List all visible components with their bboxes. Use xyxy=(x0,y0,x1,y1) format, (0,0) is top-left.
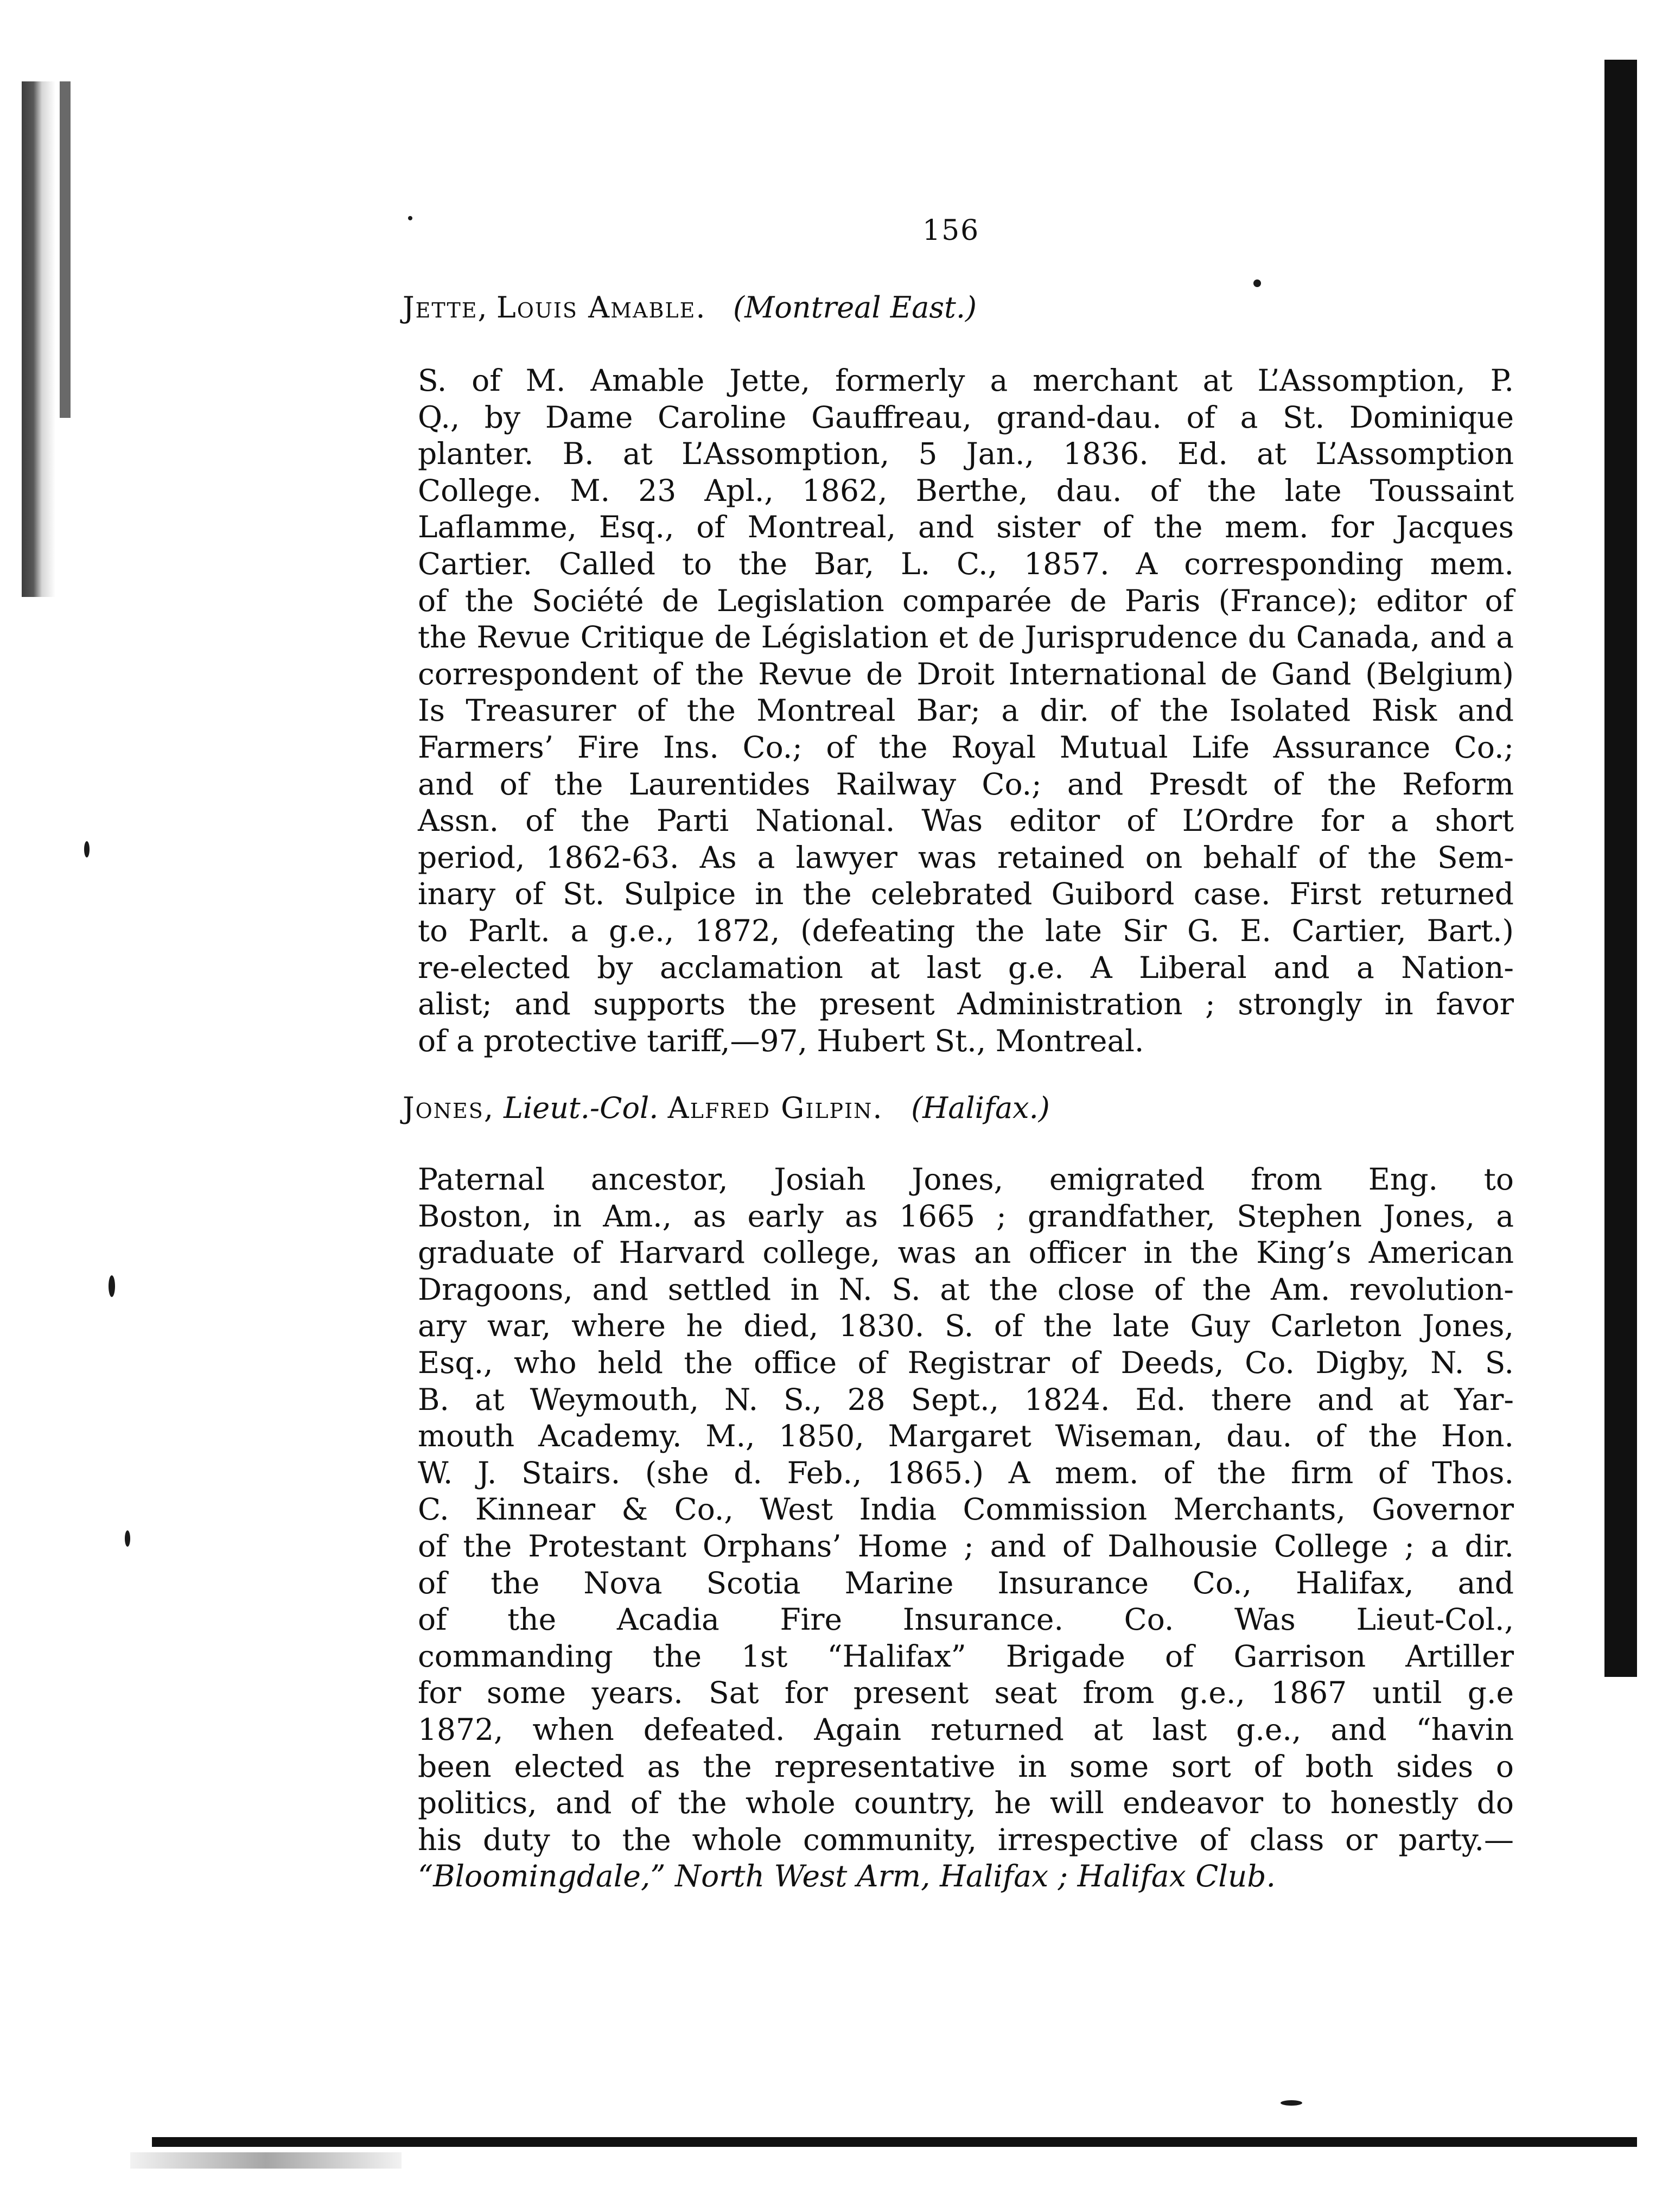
text-line: Assn. of the Parti National. Was editor of L’Ordre for a short xyxy=(418,803,1514,838)
text-line: of a protective tariff,—97, Hubert St., Montreal. xyxy=(418,1023,1144,1058)
entry-title: Lieut.-Col. xyxy=(504,1091,659,1125)
text-line: inary of St. Sulpice in the celebrated Guibord case. First returned xyxy=(418,876,1514,912)
scan-speck xyxy=(84,841,90,857)
entry-heading-jette: Jette, Louis Amable. (Montreal East.) xyxy=(403,290,977,325)
text-line: Farmers’ Fire Ins. Co.; of the Royal Mutual Life Assurance Co.; xyxy=(418,729,1514,765)
text-line: planter. B. at L’Assomption, 5 Jan., 1836. Ed. at L’Assomption xyxy=(418,436,1514,472)
text-line: C. Kinnear & Co., West India Commission Merchants, Governor xyxy=(418,1492,1514,1527)
entry-constituency: (Halifax.) xyxy=(911,1091,1050,1125)
text-line: his duty to the whole community, irrespective of class or party.— xyxy=(418,1822,1514,1857)
text-line: and of the Laurentides Railway Co.; and Presdt of the Reform xyxy=(418,766,1514,802)
text-line: mouth Academy. M., 1850, Margaret Wiseman, dau. of the Hon. xyxy=(418,1419,1514,1454)
text-line: of the Société de Legislation comparée de Paris (France); editor of xyxy=(418,583,1514,618)
text-line: of the Protestant Orphans’ Home ; and of Dalhousie College ; a dir. xyxy=(418,1528,1514,1563)
text-line: Boston, in Am., as early as 1665 ; grandfather, Stephen Jones, a xyxy=(418,1198,1514,1234)
text-line: B. at Weymouth, N. S., 28 Sept., 1824. Ed. there and at Yar- xyxy=(418,1382,1514,1417)
entry-constituency: (Montreal East.) xyxy=(733,290,977,325)
text-line: alist; and supports the present Administration ; strongly in favor xyxy=(418,987,1514,1022)
entry-heading-jones xyxy=(403,1091,1050,1125)
scan-speck xyxy=(109,1275,115,1297)
entry-surname: Jette xyxy=(403,290,478,325)
entry-body-jones xyxy=(418,1161,1514,1895)
text-line: the Revue Critique de Législation et de Jurisprudence du Canada, and a xyxy=(418,620,1514,655)
text-line: Paternal ancestor, Josiah Jones, emigrated from Eng. to xyxy=(418,1162,1514,1197)
entry-given-names: Louis Amable xyxy=(496,290,696,325)
text-line: Dragoons, and settled in N. S. at the close of the Am. revolution- xyxy=(418,1272,1514,1307)
text-line: for some years. Sat for present seat from g.e., 1867 until g.e xyxy=(418,1675,1514,1711)
text-line: Cartier. Called to the Bar, L. C., 1857. A corresponding mem. xyxy=(418,546,1514,581)
scan-bottom-smudge xyxy=(130,2152,402,2169)
entry-body-jette xyxy=(418,363,1514,1059)
scan-edge-bar xyxy=(60,81,71,418)
scan-right-border xyxy=(1604,60,1637,1677)
scan-edge-shadow xyxy=(22,81,55,597)
text-line: Laflamme, Esq., of Montreal, and sister of the mem. for Jacques xyxy=(418,510,1514,545)
text-line: Q., by Dame Caroline Gauffreau, grand-dau. of a St. Dominique xyxy=(418,399,1514,435)
entry-surname: Jones, xyxy=(403,1091,494,1125)
text-line: been elected as the representative in some sort of both sides o xyxy=(418,1749,1514,1784)
text-line: College. M. 23 Apl., 1862, Berthe, dau. of the late Toussaint xyxy=(418,473,1514,508)
text-line: of the Acadia Fire Insurance. Co. Was Lieut-Col., xyxy=(418,1602,1514,1637)
text-line: “Bloomingdale,” North West Arm, Halifax ; Halifax Club. xyxy=(418,1859,1276,1894)
text-line: S. of M. Amable Jette, formerly a merchant at L’Assomption, P. xyxy=(418,363,1514,398)
text-line: of the Nova Scotia Marine Insurance Co., Halifax, and xyxy=(418,1565,1514,1600)
scan-bottom-rule xyxy=(152,2137,1637,2147)
scan-speck xyxy=(408,216,412,220)
scan-speck xyxy=(125,1530,130,1547)
page-number: 156 xyxy=(922,214,980,247)
scan-speck xyxy=(1281,2100,1302,2106)
text-line: Is Treasurer of the Montreal Bar; a dir. of the Isolated Risk and xyxy=(418,693,1514,728)
text-line: ary war, where he died, 1830. S. of the late Guy Carleton Jones, xyxy=(418,1308,1514,1344)
text-line: 1872, when defeated. Again returned at last g.e., and “havin xyxy=(418,1712,1514,1747)
text-line: graduate of Harvard college, was an officer in the King’s American xyxy=(418,1235,1514,1270)
text-line: to Parlt. a g.e., 1872, (defeating the late Sir G. E. Cartier, Bart.) xyxy=(418,913,1514,948)
text-line: Esq., who held the office of Registrar of Deeds, Co. Digby, N. S. xyxy=(418,1345,1514,1380)
text-line: commanding the 1st “Halifax” Brigade of Garrison Artiller xyxy=(418,1638,1514,1674)
text-line: correspondent of the Revue de Droit International de Gand (Belgium) xyxy=(418,656,1514,691)
scan-speck xyxy=(1253,279,1261,287)
text-line: re-elected by acclamation at last g.e. A Liberal and a Nation- xyxy=(418,950,1514,985)
entry-given-names: Alfred Gilpin. xyxy=(667,1091,883,1125)
text-line: politics, and of the whole country, he will endeavor to honestly do xyxy=(418,1785,1514,1821)
text-line: W. J. Stairs. (she d. Feb., 1865.) A mem. of the firm of Thos. xyxy=(418,1455,1514,1490)
text-line: period, 1862-63. As a lawyer was retained on behalf of the Sem- xyxy=(418,840,1514,875)
